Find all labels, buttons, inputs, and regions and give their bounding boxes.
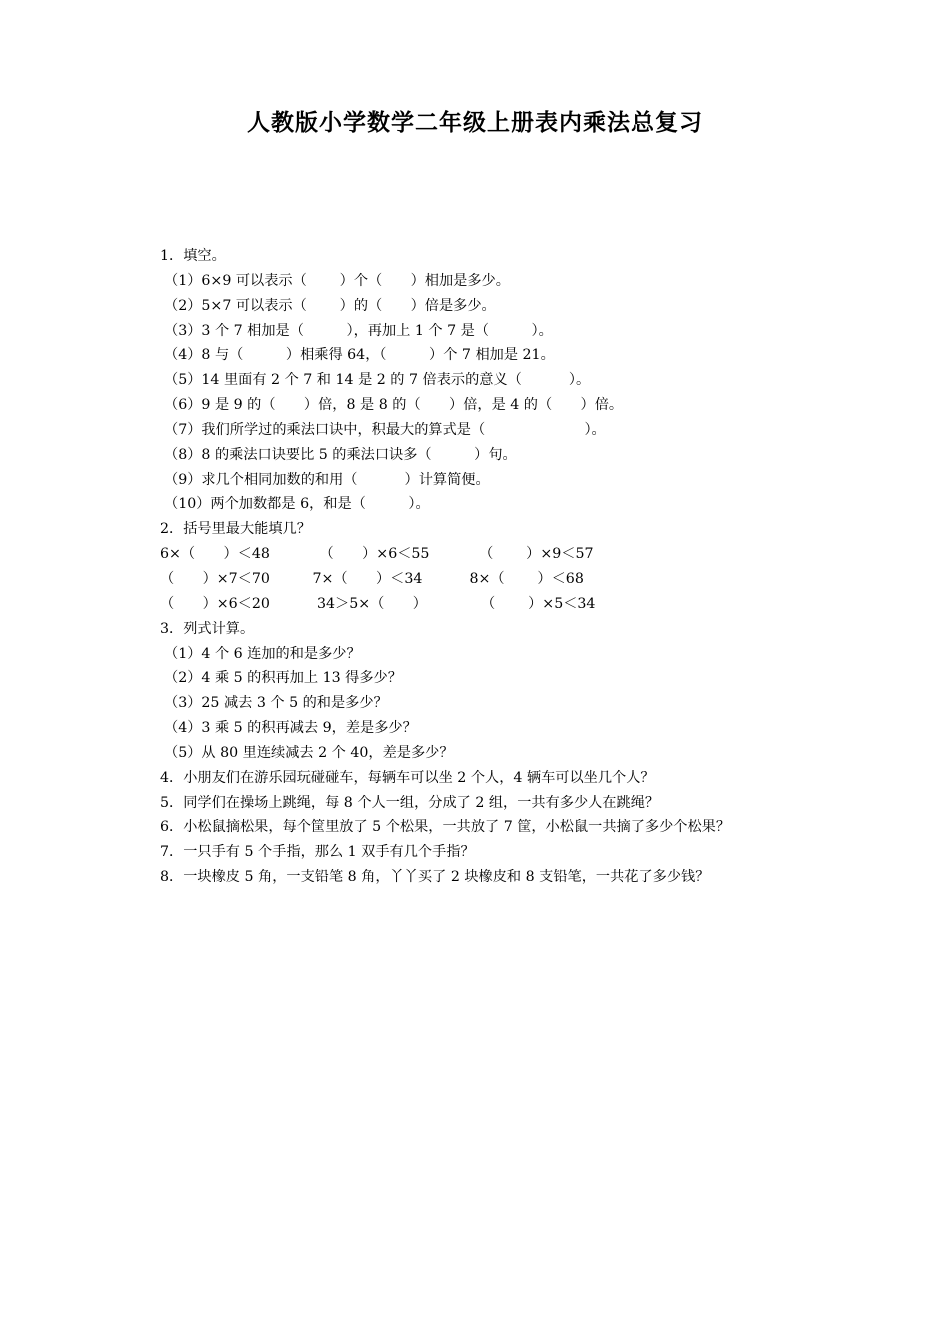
word-problem-8: 8．一块橡皮 5 角，一支铅笔 8 角，丫丫买了 2 块橡皮和 8 支铅笔，一共花了多少钱？ <box>160 869 710 886</box>
section-2-heading: 2．括号里最大能填几？ <box>160 521 311 538</box>
inequality-row-2: （ ）×7＜70 7×（ ）＜34 8×（ ）＜68 <box>160 570 584 587</box>
calc-item-5: （5）从 80 里连续减去 2 个 40，差是多少？ <box>164 744 454 761</box>
fill-blank-item-3: （3）3 个 7 相加是（ ），再加上 1 个 7 是（ ）。 <box>164 322 553 339</box>
fill-blank-item-2: （2）5×7 可以表示（ ）的（ ）倍是多少。 <box>164 297 496 314</box>
word-problem-4: 4．小朋友们在游乐园玩碰碰车，每辆车可以坐 2 个人，4 辆车可以坐几个人？ <box>160 769 655 786</box>
word-problem-5: 5．同学们在操场上跳绳，每 8 个人一组，分成了 2 组，一共有多少人在跳绳？ <box>160 794 660 811</box>
fill-blank-item-8: （8）8 的乘法口诀要比 5 的乘法口诀多（ ）句。 <box>164 446 517 463</box>
calc-item-3: （3）25 减去 3 个 5 的和是多少？ <box>164 695 388 712</box>
calc-item-2: （2）4 乘 5 的积再加上 13 得多少？ <box>164 670 402 687</box>
worksheet-body <box>160 244 800 890</box>
calc-item-4: （4）3 乘 5 的积再减去 9，差是多少？ <box>164 720 417 737</box>
section-1-heading: 1．填空。 <box>160 248 226 264</box>
page-title: 人教版小学数学二年级上册表内乘法总复习 <box>247 110 703 136</box>
word-problem-7: 7．一只手有 5 个手指，那么 1 双手有几个手指？ <box>160 844 475 861</box>
fill-blank-item-9: （9）求几个相同加数的和用（ ）计算简便。 <box>164 471 490 488</box>
fill-blank-item-7: （7）我们所学过的乘法口诀中，积最大的算式是（ ）。 <box>164 421 606 438</box>
fill-blank-item-6: （6）9 是 9 的（ ）倍，8 是 8 的（ ）倍，是 4 的（ ）倍。 <box>164 397 624 414</box>
inequality-row-3: （ ）×6＜20 34＞5×（ ） （ ）×5＜34 <box>160 595 596 612</box>
fill-blank-item-4: （4）8 与（ ）相乘得 64，（ ）个 7 相加是 21。 <box>164 347 555 364</box>
word-problem-6: 6．小松鼠摘松果，每个筐里放了 5 个松果，一共放了 7 筐，小松鼠一共摘了多少个松果？ <box>160 819 731 836</box>
inequality-row-1: 6×（ ）＜48 （ ）×6＜55 （ ）×9＜57 <box>160 546 594 563</box>
fill-blank-item-5: （5）14 里面有 2 个 7 和 14 是 2 的 7 倍表示的意义（ ）。 <box>164 372 591 389</box>
fill-blank-item-1: （1）6×9 可以表示（ ）个（ ）相加是多少。 <box>164 272 510 289</box>
section-3-heading: 3．列式计算。 <box>160 620 255 637</box>
calc-item-1: （1）4 个 6 连加的和是多少？ <box>164 645 361 662</box>
fill-blank-item-10: （10）两个加数都是 6，和是（ ）。 <box>164 496 430 513</box>
